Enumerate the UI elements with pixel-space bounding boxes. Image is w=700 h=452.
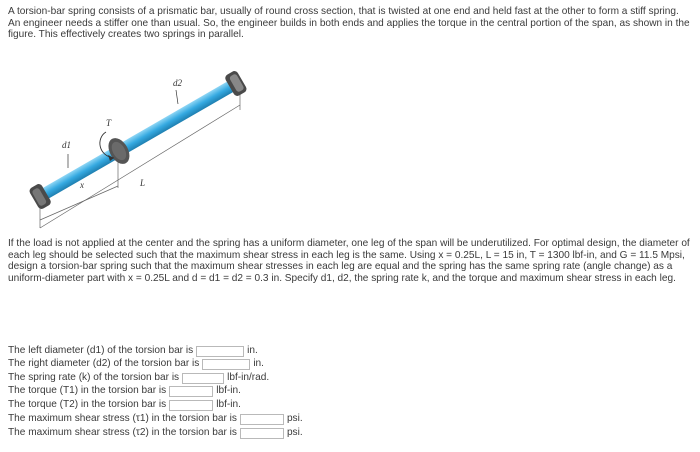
answer-row-d2 [8, 358, 264, 370]
answer-input-tau2[interactable] [240, 428, 284, 439]
answer-input-k[interactable] [182, 373, 224, 384]
dimension-lines [40, 88, 240, 228]
answer-row-d1 [8, 345, 258, 357]
answer-label: The left diameter (d1) of the torsion bar is [8, 345, 194, 356]
answer-row-tau2 [8, 427, 303, 439]
problem-paragraph: If the load is not applied at the center and the spring has a uniform diameter, one leg of the span will be underutilized. For optimal design, the diameter of each leg should be selected such that the maximum shear stress in each leg is the same. Using x = 0.25L, L = 15 in, T = 1300 lbf-in, and G = 11.5 Mpsi, design a torsion-bar spring such that the maximum shear stresses in each leg are equal and the spring has the same spring rate (angle change) as a uniform-diameter part with x = 0.25L and d = d1 = d2 = 0.3 in. Specify d1, d2, the spring rate k, and the torque and maximum shear stress in each leg. [8, 238, 690, 284]
torsion-bar-figure [18, 60, 258, 235]
answer-unit: psi. [286, 427, 303, 438]
answer-row-T2 [8, 399, 241, 411]
answer-label: The torque (T2) in the torsion bar is [8, 399, 167, 410]
label-x: x [80, 180, 84, 190]
label-d2: d2 [173, 78, 182, 88]
label-d1: d1 [62, 140, 71, 150]
label-L: L [140, 178, 146, 188]
answer-row-T1 [8, 385, 241, 397]
answer-row-tau1 [8, 413, 303, 425]
answer-label: The right diameter (d2) of the torsion bar is [8, 358, 200, 369]
answer-label: The maximum shear stress (τ2) in the torsion bar is [8, 427, 237, 438]
torsion-bar [27, 68, 249, 212]
answer-input-T2[interactable] [169, 400, 213, 411]
answer-label: The maximum shear stress (τ1) in the torsion bar is [8, 413, 237, 424]
answer-label: The spring rate (k) of the torsion bar is [8, 372, 180, 383]
answer-unit: psi. [286, 413, 303, 424]
answer-unit: in. [253, 358, 264, 369]
answer-input-tau1[interactable] [240, 414, 284, 425]
answer-unit: lbf-in. [216, 385, 241, 396]
answer-unit: lbf-in/rad. [227, 372, 270, 383]
answer-unit: in. [247, 345, 258, 356]
answer-row-k [8, 372, 269, 384]
answer-unit: lbf-in. [216, 399, 241, 410]
label-T: T [106, 118, 112, 128]
answer-label: The torque (T1) in the torsion bar is [8, 385, 167, 396]
intro-paragraph: A torsion-bar spring consists of a prismatic bar, usually of round cross section, that is twisted at one end and held fast at the other to form a stiff spring. An engineer needs a stiffer one than usual. So, the engineer builds in both ends and applies the torque in the central portion of the span, as shown in the figure. This effectively creates two springs in parallel. [8, 6, 690, 41]
answer-input-d1[interactable] [196, 346, 244, 357]
answer-input-d2[interactable] [202, 359, 250, 370]
answer-input-T1[interactable] [169, 386, 213, 397]
